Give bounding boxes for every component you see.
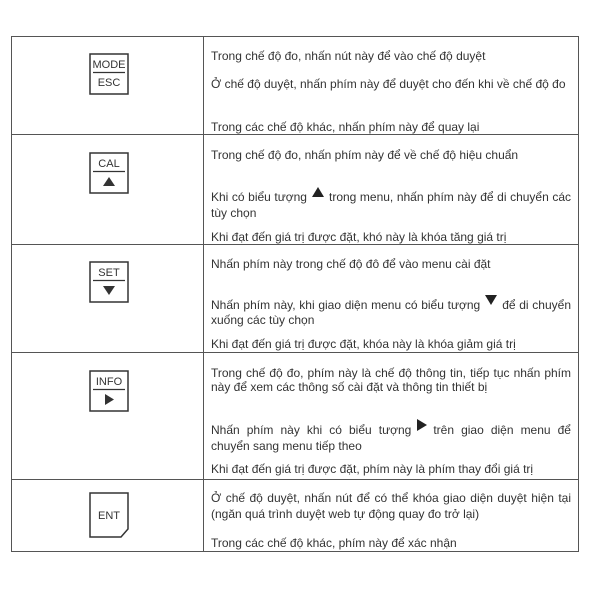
table-row-info xyxy=(12,352,578,479)
description-line: Trong chế độ đo, nhấn nút này để vào chế độ duyệt xyxy=(211,49,486,63)
description-line: Trong chế độ đo, phím này là chế độ thông tin, tiếp tục nhấn phím này để xem các thông số cài đặt và thông tin thiết bị xyxy=(211,366,571,394)
description-cell xyxy=(204,135,578,244)
description-cell xyxy=(204,245,578,352)
description-cell xyxy=(204,353,578,479)
key-cell xyxy=(12,135,204,244)
description-cell xyxy=(204,37,578,134)
description-line: Trong các chế độ khác, nhấn phím này để quay lại xyxy=(211,120,480,134)
description-line: Ở chế độ duyệt, nhấn phím này để duyệt cho đến khi về chế độ đo xyxy=(211,77,566,91)
description-line-with-icon xyxy=(211,186,571,221)
table-row-set xyxy=(12,244,578,352)
description-text-after-icon: để di chuyển xuống các tùy chọn xyxy=(211,298,571,327)
description-text-before-icon: Khi có biểu tượng xyxy=(211,190,307,204)
description-text-before-icon: Nhấn phím này, khi giao diện menu có biểu tượng xyxy=(211,298,481,312)
key-cell xyxy=(12,245,204,352)
description-text-before-icon: Nhấn phím này khi có biểu tượng xyxy=(211,423,412,437)
description-text-after-icon: trong menu, nhấn phím này để di chuyển các tùy chọn xyxy=(211,190,572,220)
table-row-cal xyxy=(12,134,578,244)
key-cell xyxy=(12,353,204,479)
key-label-bottom: ESC xyxy=(97,77,121,89)
description-line-with-icon xyxy=(211,419,571,454)
description-line: Trong chế độ đo, nhấn phím này để về chế độ hiệu chuẩn xyxy=(211,148,519,162)
description-line: Khi đạt đến giá trị được đặt, phím này là phím thay đổi giá trị xyxy=(211,462,534,476)
description-line-with-icon xyxy=(211,294,571,328)
ent-key-icon xyxy=(89,492,129,538)
description-line: Khi đạt đến giá trị được đặt, khóa này là khóa giảm giá trị xyxy=(211,337,516,351)
triangle-down-icon xyxy=(485,294,497,306)
description-line: Ở chế độ duyệt, nhấn nút để có thể khóa giao diện duyệt hiện tại (ngăn quá trình duyệt web tự động quay đo trở lại) xyxy=(211,491,571,521)
triangle-up-icon xyxy=(312,186,324,198)
description-cell xyxy=(204,480,578,551)
triangle-right-icon xyxy=(105,394,114,405)
table-row-mode-esc xyxy=(12,37,578,134)
description-text-after-icon: trên giao diện menu để chuyển sang menu tiếp theo xyxy=(211,423,571,453)
set-key-icon xyxy=(89,261,129,303)
cal-key-icon xyxy=(89,152,129,194)
key-cell xyxy=(12,37,204,134)
triangle-right-icon xyxy=(416,419,428,431)
description-line: Trong các chế độ khác, phím này để xác nhận xyxy=(211,536,457,550)
key-function-table xyxy=(11,36,579,552)
triangle-down-icon xyxy=(103,286,115,295)
mode-esc-key-icon xyxy=(89,53,129,95)
info-key-icon xyxy=(89,370,129,412)
table-row-ent xyxy=(12,479,578,551)
description-line: Khi đạt đến giá trị được đặt, khó này là khóa tăng giá trị xyxy=(211,230,507,244)
triangle-up-icon xyxy=(103,177,115,186)
key-label-top: SET xyxy=(98,267,120,279)
key-label-top: MODE xyxy=(92,59,126,71)
key-label-top: INFO xyxy=(95,376,123,388)
key-cell xyxy=(12,480,204,551)
key-label-top: CAL xyxy=(98,158,120,170)
description-line: Nhấn phím này trong chế độ đô để vào menu cài đặt xyxy=(211,257,491,271)
key-label-top: ENT xyxy=(98,510,120,522)
